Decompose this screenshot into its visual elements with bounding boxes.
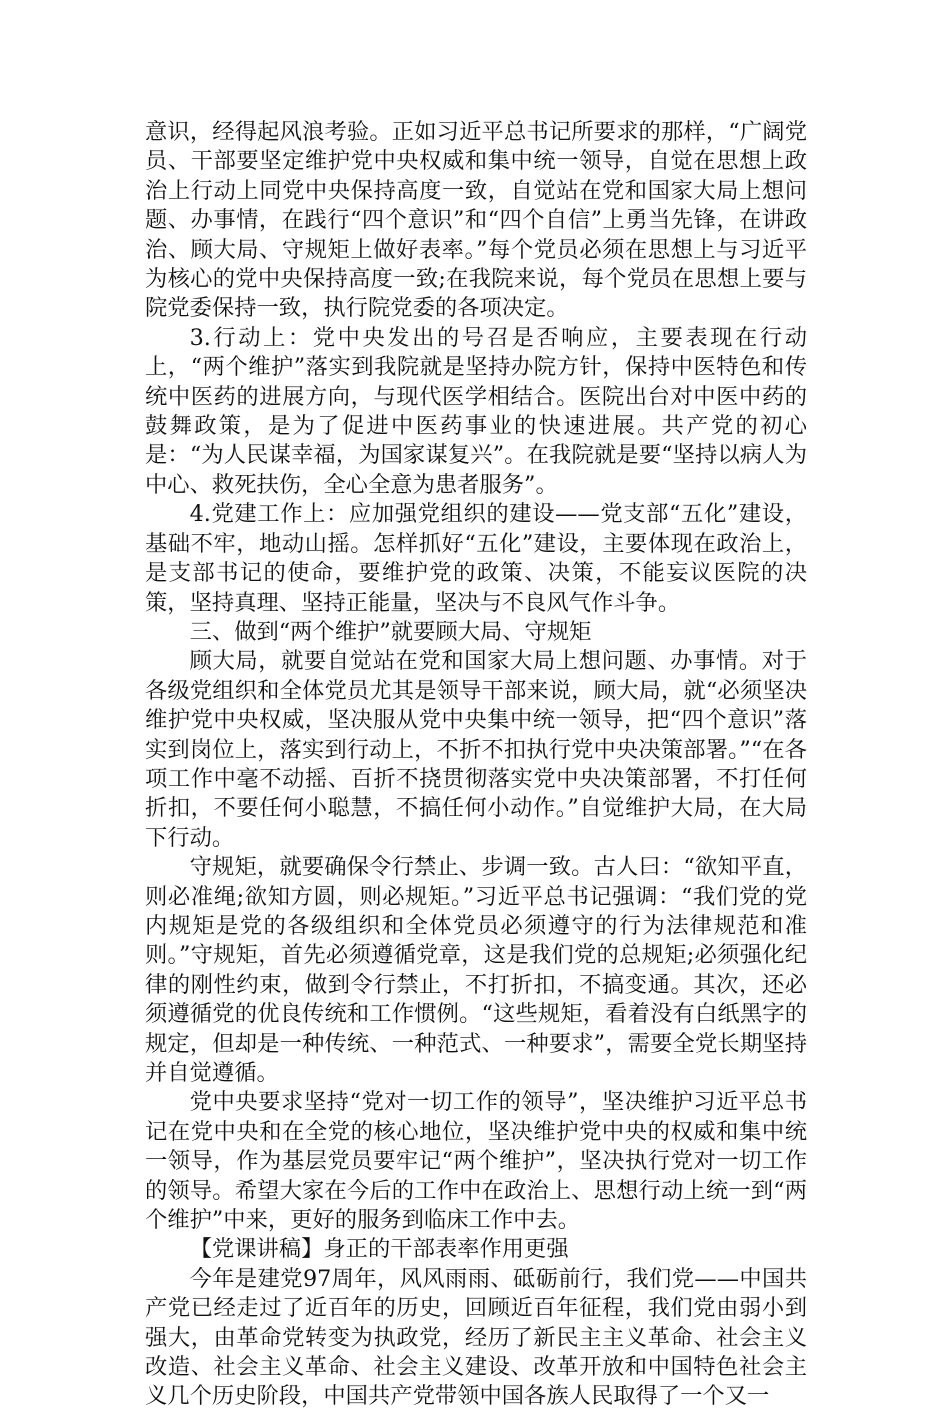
paragraph-action: 3.行动上：党中央发出的号召是否响应，主要表现在行动上，“两个维护”落实到我院就是坚持办院方针，保持中医特色和传统中医药的进展方向，与现代医学相结合。医院出台对中医中药的鼓舞政策，是为了促进中医药事业的快速进展。共产党的初心是：“为人民谋幸福，为国家谋复兴”。在我院就是要“坚持以病人为中心、救死扶伤，全心全意为患者服务”。: [145, 324, 807, 498]
paragraph-party-building: 4.党建工作上：应加强党组织的建设——党支部“五化”建设，基础不牢，地动山摇。怎样抓好“五化”建设，主要体现在政治上，是支部书记的使命，要维护党的政策、决策，不能妄议医院的决策，坚持真理、坚持正能量，坚决与不良风气作斗争。: [145, 501, 807, 616]
paragraph-continuation: 意识，经得起风浪考验。正如习近平总书记所要求的那样，“广阔党员、干部要坚定维护党中央权威和集中统一领导，自觉在思想上政治上行动上同党中央保持高度一致，自觉站在党和国家大局上想问题、办事情，在践行“四个意识”和“四个自信”上勇当先锋，在讲政治、顾大局、守规矩上做好表率。”每个党员必须在思想上与习近平为核心的党中央保持高度一致;在我院来说，每个党员在思想上要与院党委保持一致，执行院党委的各项决定。: [145, 119, 807, 322]
document-page: [145, 118, 807, 1412]
paragraph-anniversary: 今年是建党97周年，风风雨雨、砥砺前行，我们党——中国共产党已经走过了近百年的历史，回顾近百年征程，我们党由弱小到强大，由革命党转变为执政党，经历了新民主主义革命、社会主义改造、社会主义革命、社会主义建设、改革开放和中国特色社会主义几个历史阶段，中国共产党带领中国各族人民取得了一个又一: [145, 1265, 807, 1410]
lecture-title: 【党课讲稿】身正的干部表率作用更强: [189, 1236, 569, 1263]
paragraph-conclusion: 党中央要求坚持“党对一切工作的领导”，坚决维护习近平总书记在党中央和在全党的核心地位，坚决维护党中央的权威和集中统一领导，作为基层党员要牢记“两个维护”，坚决执行党对一切工作的领导。希望大家在今后的工作中在政治上、思想行动上统一到“两个维护”中来，更好的服务到临床工作中去。: [145, 1089, 807, 1234]
section-heading-three: 三、做到“两个维护”就要顾大局、守规矩: [189, 618, 592, 645]
paragraph-rules: 守规矩，就要确保令行禁止、步调一致。古人曰：“欲知平直，则必准绳;欲知方圆，则必规矩。”习近平总书记强调：“我们党的党内规矩是党的各级组织和全体党员必须遵守的行为法律规范和准则。”守规矩，首先必须遵循党章，这是我们党的总规矩;必须强化纪律的刚性约束，做到令行禁止，不打折扣，不搞变通。其次，还必须遵循党的优良传统和工作惯例。“这些规矩，看着没有白纸黑字的规定，但却是一种传统、一种范式、一种要求”，需要全党长期坚持并自觉遵循。: [145, 854, 807, 1086]
paragraph-overall-situation: 顾大局，就要自觉站在党和国家大局上想问题、办事情。对于各级党组织和全体党员尤其是领导干部来说，顾大局，就“必须坚决维护党中央权威，坚决服从党中央集中统一领导，把“四个意识”落实到岗位上，落实到行动上，不折不扣执行党中央决策部署。”“在各项工作中毫不动摇、百折不挠贯彻落实党中央决策部署，不打任何折扣，不要任何小聪慧，不搞任何小动作。”自觉维护大局，在大局下行动。: [145, 648, 807, 851]
